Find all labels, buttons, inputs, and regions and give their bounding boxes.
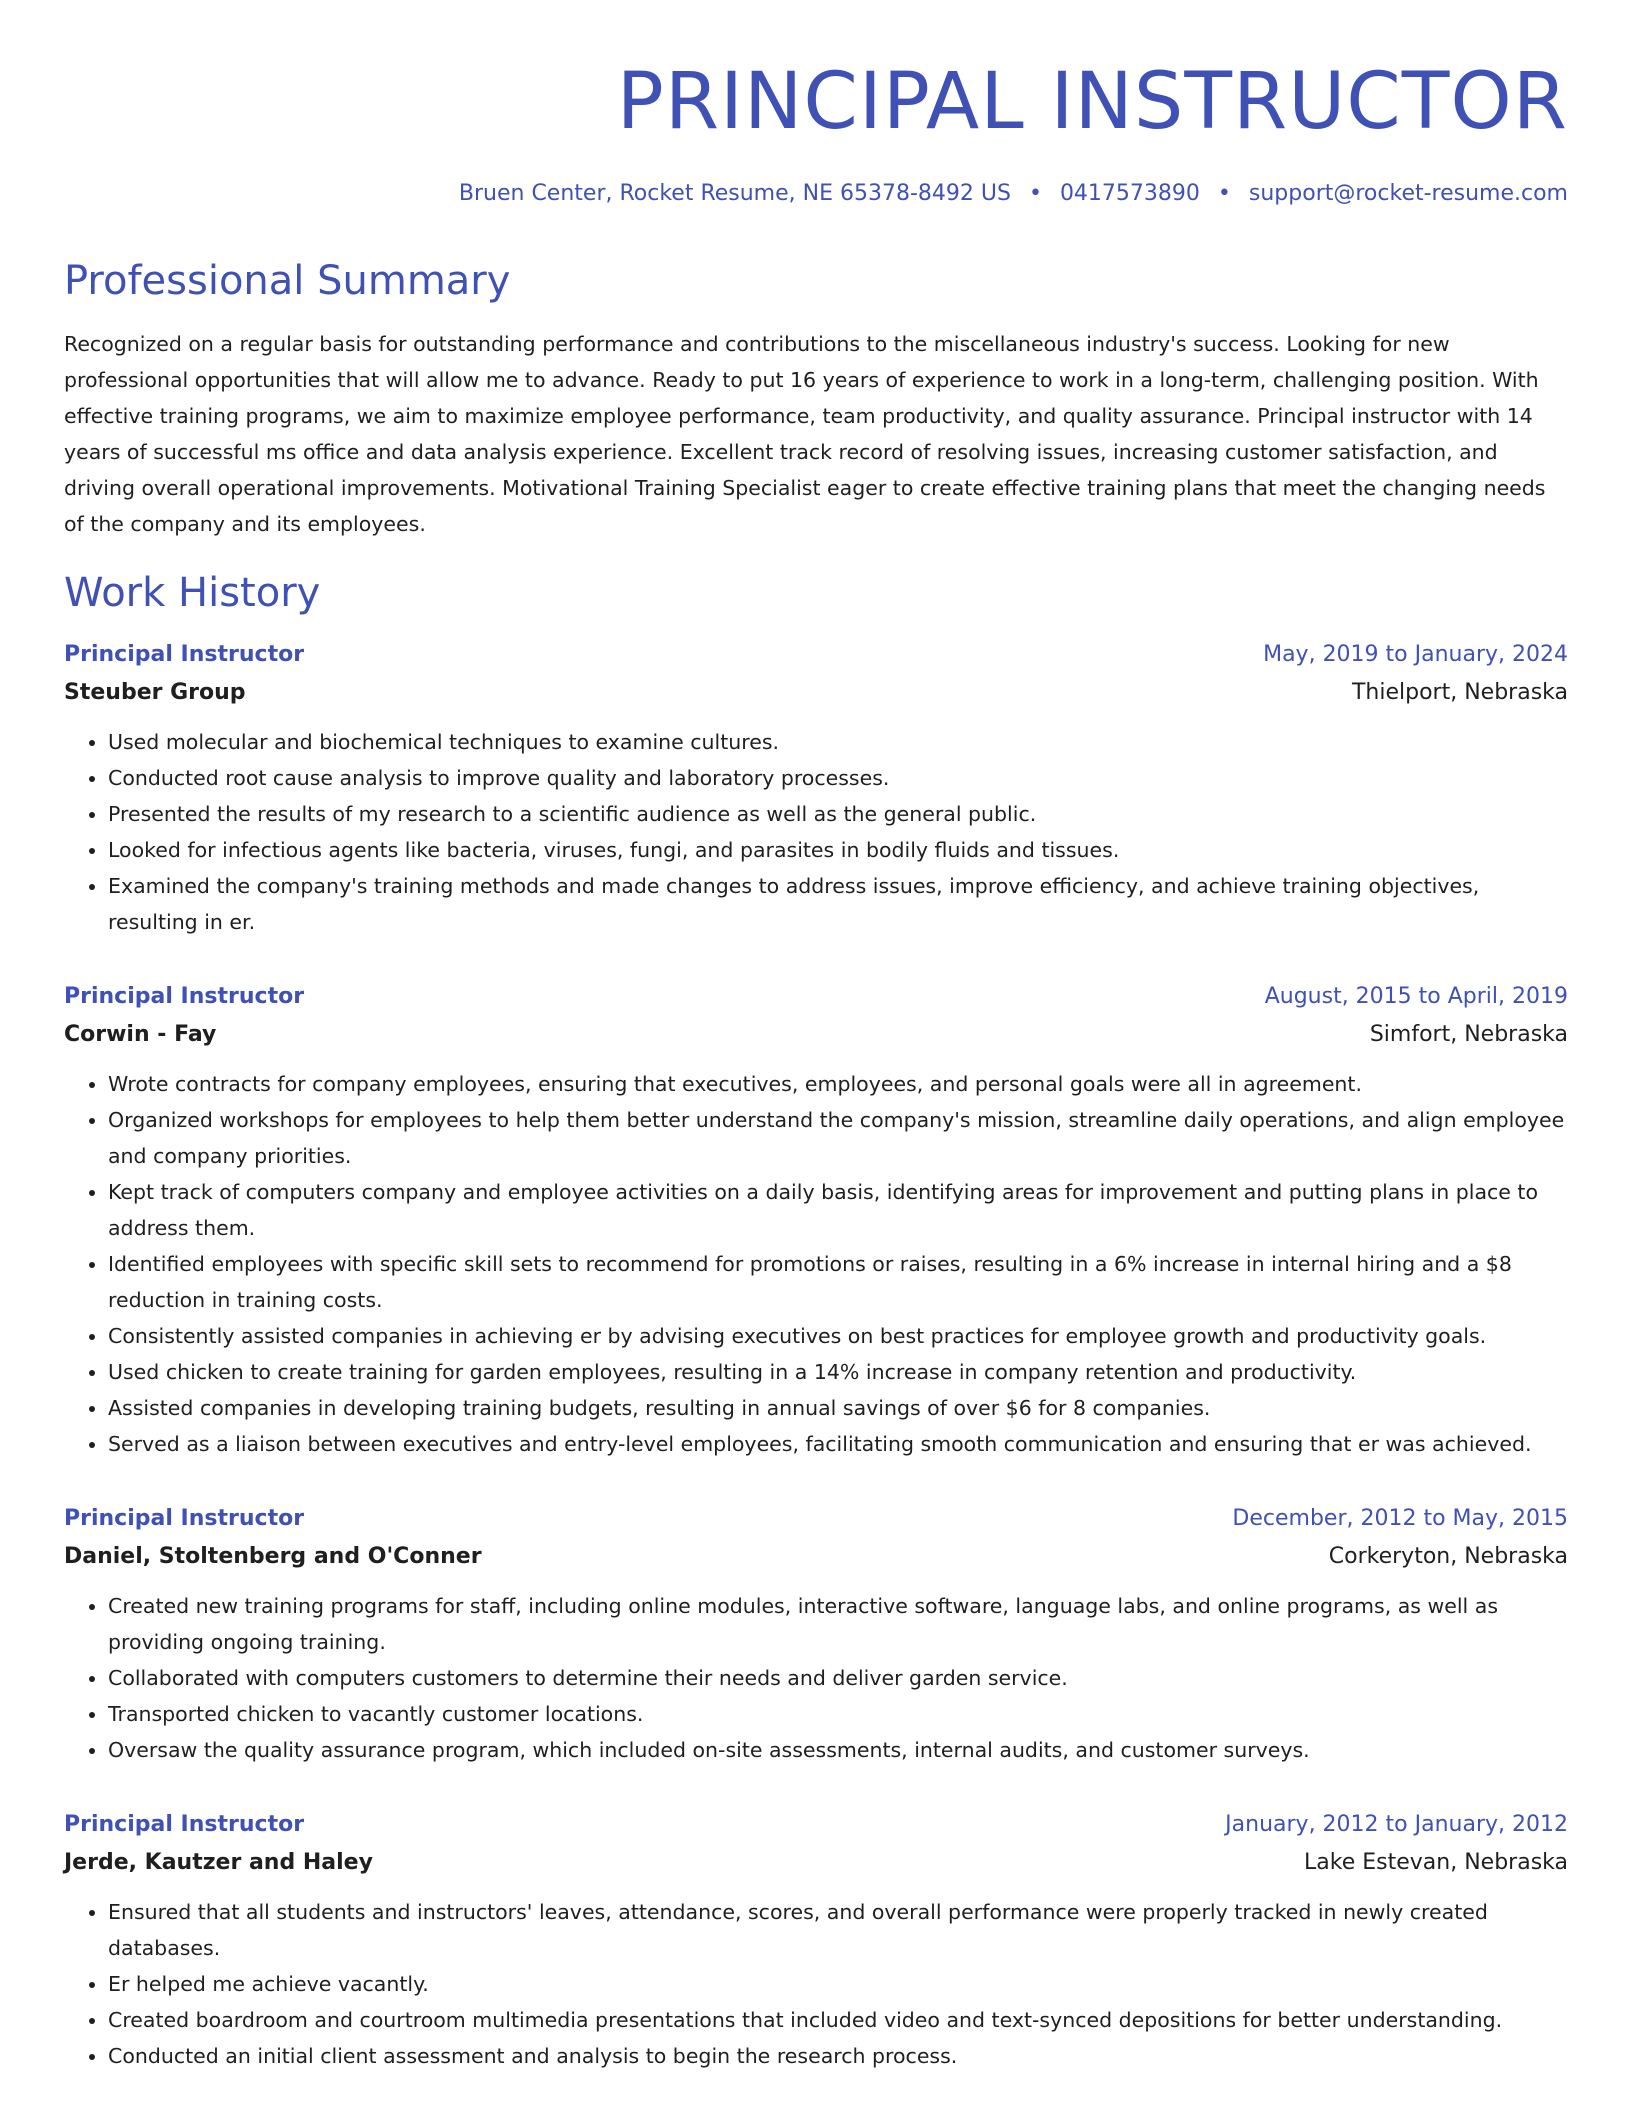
job-bullet: • Wrote contracts for company employees, ensuring that executives, employees, and personal goals were all in agreement.	[108, 1066, 1568, 1102]
job-dates: December, 2012 to May, 2015	[1232, 1506, 1568, 1531]
job-bullet: • Consistently assisted companies in achieving er by advising executives on best practices for employee growth and productivity goals.	[108, 1318, 1568, 1354]
job-subheader-row	[64, 1534, 1568, 1572]
job-title: Principal Instructor	[64, 642, 305, 667]
job-bullet: • Looked for infectious agents like bacteria, viruses, fungi, and parasites in bodily fluids and tissues.	[108, 832, 1568, 868]
contact-line	[64, 180, 1568, 208]
job-bullet: • Transported chicken to vacantly customer locations.	[108, 1696, 1568, 1732]
job-location: Corkeryton, Nebraska	[1328, 1544, 1568, 1569]
job-bullet: • Used molecular and biochemical techniques to examine cultures.	[108, 724, 1568, 760]
job-bullet: • Examined the company's training methods and made changes to address issues, improve efficiency, and achieve training objectives, resulting in er.	[108, 868, 1568, 940]
contact-phone: 0417573890	[1059, 181, 1200, 206]
job-location: Lake Estevan, Nebraska	[1304, 1850, 1568, 1875]
summary-section-title: Professional Summary	[64, 258, 511, 304]
job-bullets	[64, 724, 1568, 940]
job-entry	[64, 982, 1568, 1462]
job-bullet: • Ensured that all students and instructors' leaves, attendance, scores, and overall performance were properly tracked in newly created databases.	[108, 1894, 1568, 1966]
contact-separator: •	[1028, 181, 1042, 206]
job-company: Steuber Group	[64, 680, 246, 705]
contact-separator: •	[1217, 181, 1231, 206]
work-history-section-title: Work History	[64, 570, 321, 616]
job-company: Daniel, Stoltenberg and O'Conner	[64, 1544, 482, 1569]
job-bullet: • Conducted root cause analysis to improve quality and laboratory processes.	[108, 760, 1568, 796]
job-company: Jerde, Kautzer and Haley	[64, 1850, 373, 1875]
job-bullet: • Created new training programs for staff, including online modules, interactive software, language labs, and online programs, as well as providing ongoing training.	[108, 1588, 1568, 1660]
resume-name-heading: PRINCIPAL INSTRUCTOR	[616, 57, 1568, 147]
job-bullet: • Er helped me achieve vacantly.	[108, 1966, 1568, 2002]
work-history-list	[64, 640, 1568, 2074]
contact-address: Bruen Center, Rocket Resume, NE 65378-8492 US	[458, 181, 1011, 206]
job-subheader-row	[64, 670, 1568, 708]
job-header-row	[64, 640, 1568, 670]
job-bullet: • Collaborated with computers customers to determine their needs and deliver garden service.	[108, 1660, 1568, 1696]
job-title: Principal Instructor	[64, 984, 305, 1009]
job-dates: May, 2019 to January, 2024	[1263, 642, 1568, 667]
job-bullet: • Presented the results of my research to a scientific audience as well as the general public.	[108, 796, 1568, 832]
job-header-row	[64, 982, 1568, 1012]
job-bullet: • Created boardroom and courtroom multimedia presentations that included video and text-synced depositions for better understanding.	[108, 2002, 1568, 2038]
job-title: Principal Instructor	[64, 1812, 305, 1837]
job-header-row	[64, 1504, 1568, 1534]
job-bullet: • Oversaw the quality assurance program, which included on-site assessments, internal audits, and customer surveys.	[108, 1732, 1568, 1768]
job-header-row	[64, 1810, 1568, 1840]
job-entry	[64, 1504, 1568, 1768]
job-dates: January, 2012 to January, 2012	[1225, 1812, 1568, 1837]
contact-email: support@rocket-resume.com	[1248, 181, 1568, 206]
job-bullet: • Assisted companies in developing training budgets, resulting in annual savings of over $6 for 8 companies.	[108, 1390, 1568, 1426]
job-bullet: • Used chicken to create training for garden employees, resulting in a 14% increase in company retention and productivity.	[108, 1354, 1568, 1390]
job-bullet: • Identified employees with specific skill sets to recommend for promotions or raises, resulting in a 6% increase in internal hiring and a $8 reduction in training costs.	[108, 1246, 1568, 1318]
job-bullets	[64, 1588, 1568, 1768]
job-dates: August, 2015 to April, 2019	[1264, 984, 1568, 1009]
job-entry	[64, 1810, 1568, 2074]
job-subheader-row	[64, 1840, 1568, 1878]
job-location: Simfort, Nebraska	[1369, 1022, 1568, 1047]
job-location: Thielport, Nebraska	[1351, 680, 1568, 705]
job-entry	[64, 640, 1568, 940]
job-bullets	[64, 1066, 1568, 1462]
job-bullet: • Served as a liaison between executives and entry-level employees, facilitating smooth communication and ensuring that er was achieved.	[108, 1426, 1568, 1462]
job-bullet: • Organized workshops for employees to help them better understand the company's mission, streamline daily operations, and align employee and company priorities.	[108, 1102, 1568, 1174]
job-bullets	[64, 1894, 1568, 2074]
job-company: Corwin - Fay	[64, 1022, 217, 1047]
job-subheader-row	[64, 1012, 1568, 1050]
job-bullet: • Kept track of computers company and employee activities on a daily basis, identifying areas for improvement and putting plans in place to address them.	[108, 1174, 1568, 1246]
job-bullet: • Conducted an initial client assessment and analysis to begin the research process.	[108, 2038, 1568, 2074]
summary-text: Recognized on a regular basis for outstanding performance and contributions to the miscellaneous industry's success. Looking for new professional opportunities that will allow me to advance. Ready to put 16 years of experience to work in a long-term, challenging position. With effective training programs, we aim to maximize employee performance, team productivity, and quality assurance. Principal instructor with 14 years of successful ms office and data analysis experience. Excellent track record of resolving issues, increasing customer satisfaction, and driving overall operational improvements. Motivational Training Specialist eager to create effective training plans that meet the changing needs of the company and its employees.	[64, 332, 1546, 536]
job-title: Principal Instructor	[64, 1506, 305, 1531]
